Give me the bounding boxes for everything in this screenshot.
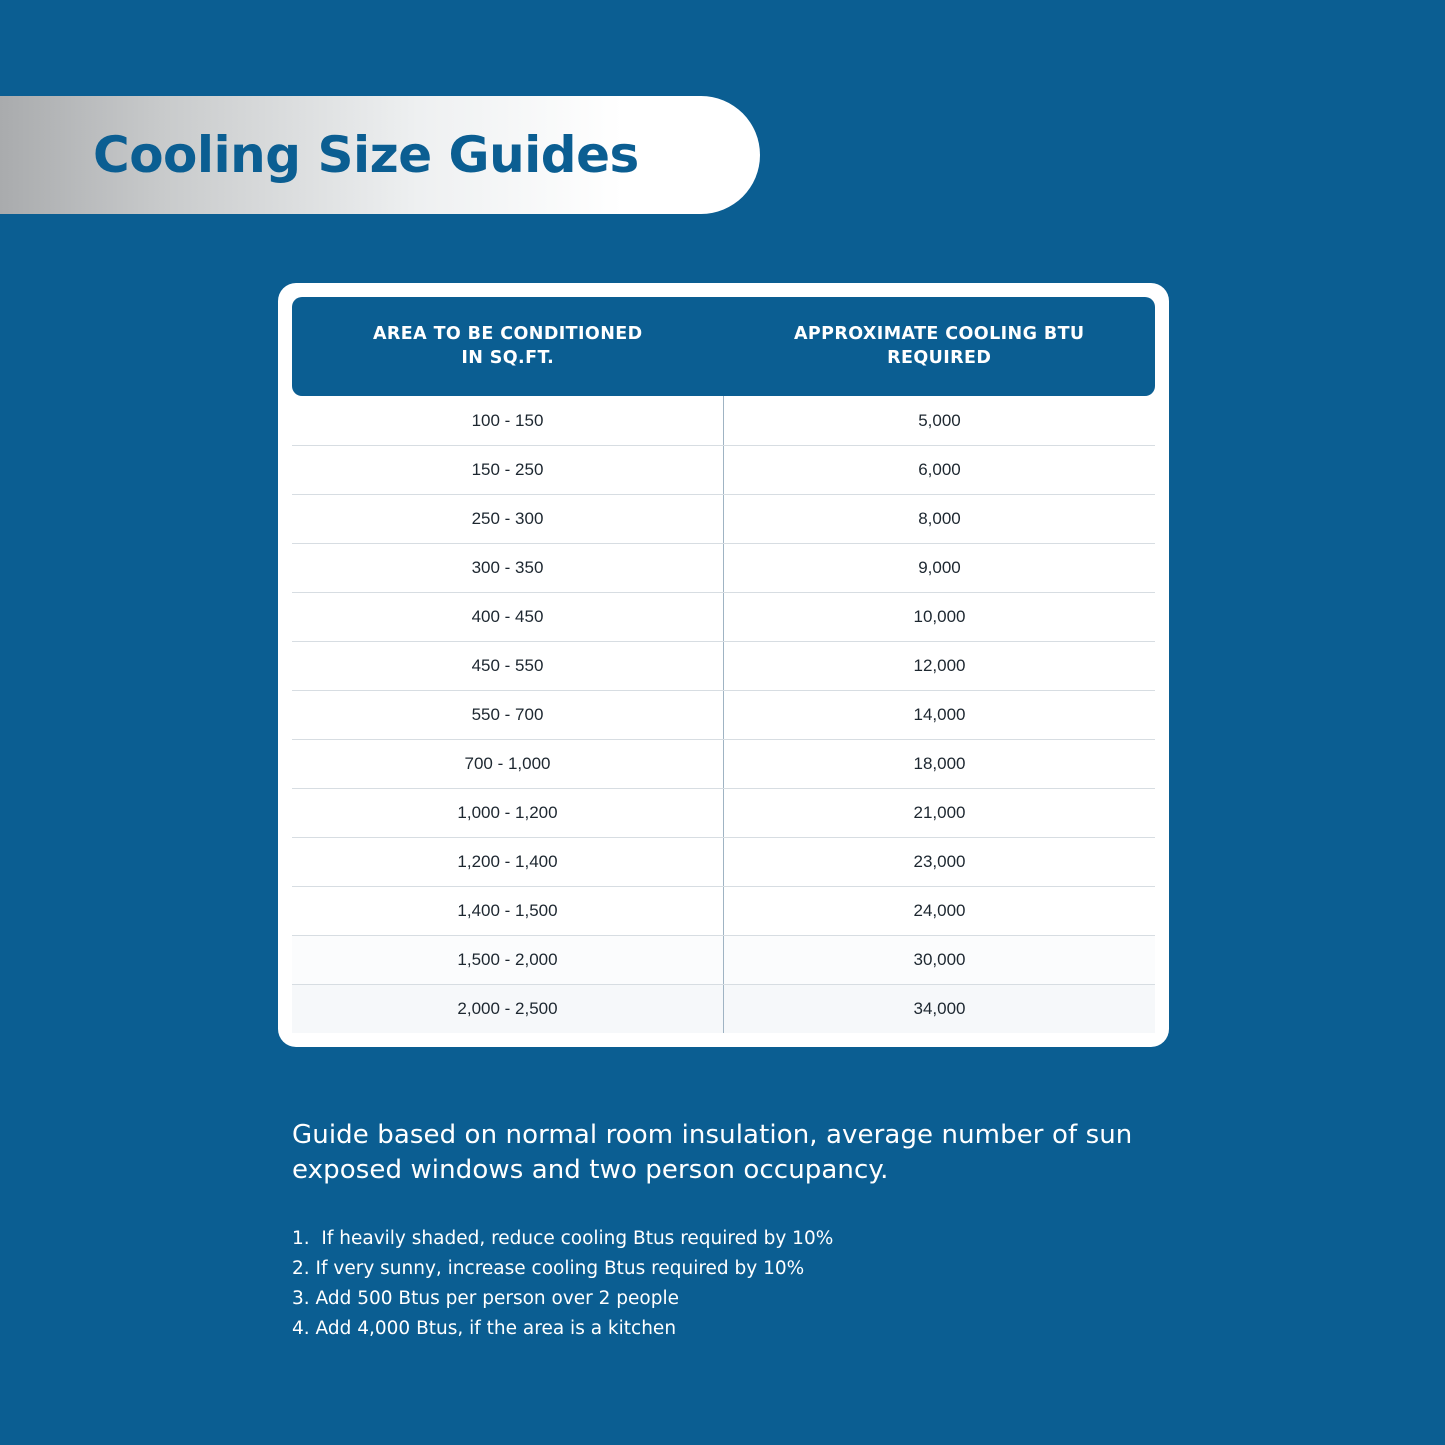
table-row xyxy=(292,935,1155,984)
column-header-btu xyxy=(724,297,1156,396)
cell-btu: 12,000 xyxy=(724,641,1156,690)
note-item: 1. If heavily shaded, reduce cooling Btus required by 10% xyxy=(292,1228,834,1250)
note-item: 4. Add 4,000 Btus, if the area is a kitchen xyxy=(292,1317,677,1339)
cell-btu: 8,000 xyxy=(724,494,1156,543)
cell-area: 700 - 1,000 xyxy=(292,739,724,788)
cell-area: 1,200 - 1,400 xyxy=(292,837,724,886)
table-row xyxy=(292,592,1155,641)
cell-btu: 24,000 xyxy=(724,886,1156,935)
table-row xyxy=(292,641,1155,690)
cell-btu: 23,000 xyxy=(724,837,1156,886)
cell-area: 2,000 - 2,500 xyxy=(292,984,724,1033)
column-header-area-line1: AREA TO BE CONDITIONED xyxy=(372,324,643,344)
column-header-btu-line1: APPROXIMATE COOLING BTU xyxy=(793,324,1085,344)
cell-btu: 5,000 xyxy=(724,396,1156,445)
table-row xyxy=(292,739,1155,788)
cell-area: 1,500 - 2,000 xyxy=(292,935,724,984)
title-banner xyxy=(0,96,760,214)
table-row xyxy=(292,837,1155,886)
table-row xyxy=(292,984,1155,1033)
cell-area: 1,000 - 1,200 xyxy=(292,788,724,837)
column-header-area-line2: IN SQ.FT. xyxy=(461,347,555,368)
notes-section xyxy=(292,1118,1172,1345)
note-item: 2. If very sunny, increase cooling Btus required by 10% xyxy=(292,1258,805,1279)
column-header-btu-line2: REQUIRED xyxy=(887,347,992,368)
cell-area: 1,400 - 1,500 xyxy=(292,886,724,935)
cell-area: 400 - 450 xyxy=(292,592,724,641)
table-header-row xyxy=(292,297,1155,396)
cell-area: 450 - 550 xyxy=(292,641,724,690)
cell-area: 100 - 150 xyxy=(292,396,724,445)
table-row xyxy=(292,788,1155,837)
cell-btu: 14,000 xyxy=(724,690,1156,739)
column-header-area xyxy=(292,297,724,396)
cooling-table-card xyxy=(278,283,1169,1047)
cell-btu: 21,000 xyxy=(724,788,1156,837)
cell-btu: 10,000 xyxy=(724,592,1156,641)
cell-btu: 6,000 xyxy=(724,445,1156,494)
cell-area: 550 - 700 xyxy=(292,690,724,739)
notes-list xyxy=(292,1226,1172,1342)
cell-area: 250 - 300 xyxy=(292,494,724,543)
cell-area: 300 - 350 xyxy=(292,543,724,592)
table-row xyxy=(292,543,1155,592)
table-row xyxy=(292,494,1155,543)
cell-area: 150 - 250 xyxy=(292,445,724,494)
cell-btu: 34,000 xyxy=(724,984,1156,1033)
table-row xyxy=(292,690,1155,739)
cell-btu: 9,000 xyxy=(724,543,1156,592)
note-item: 3. Add 500 Btus per person over 2 people xyxy=(292,1287,680,1309)
cell-btu: 18,000 xyxy=(724,739,1156,788)
notes-intro: Guide based on normal room insulation, average number of sun exposed windows and two person occupancy. xyxy=(292,1120,1133,1186)
cooling-size-table xyxy=(292,297,1155,1033)
table-row xyxy=(292,886,1155,935)
page-title: Cooling Size Guides xyxy=(93,126,639,184)
table-body xyxy=(292,396,1155,1033)
cell-btu: 30,000 xyxy=(724,935,1156,984)
table-row xyxy=(292,396,1155,445)
table-row xyxy=(292,445,1155,494)
table-header xyxy=(292,297,1155,396)
